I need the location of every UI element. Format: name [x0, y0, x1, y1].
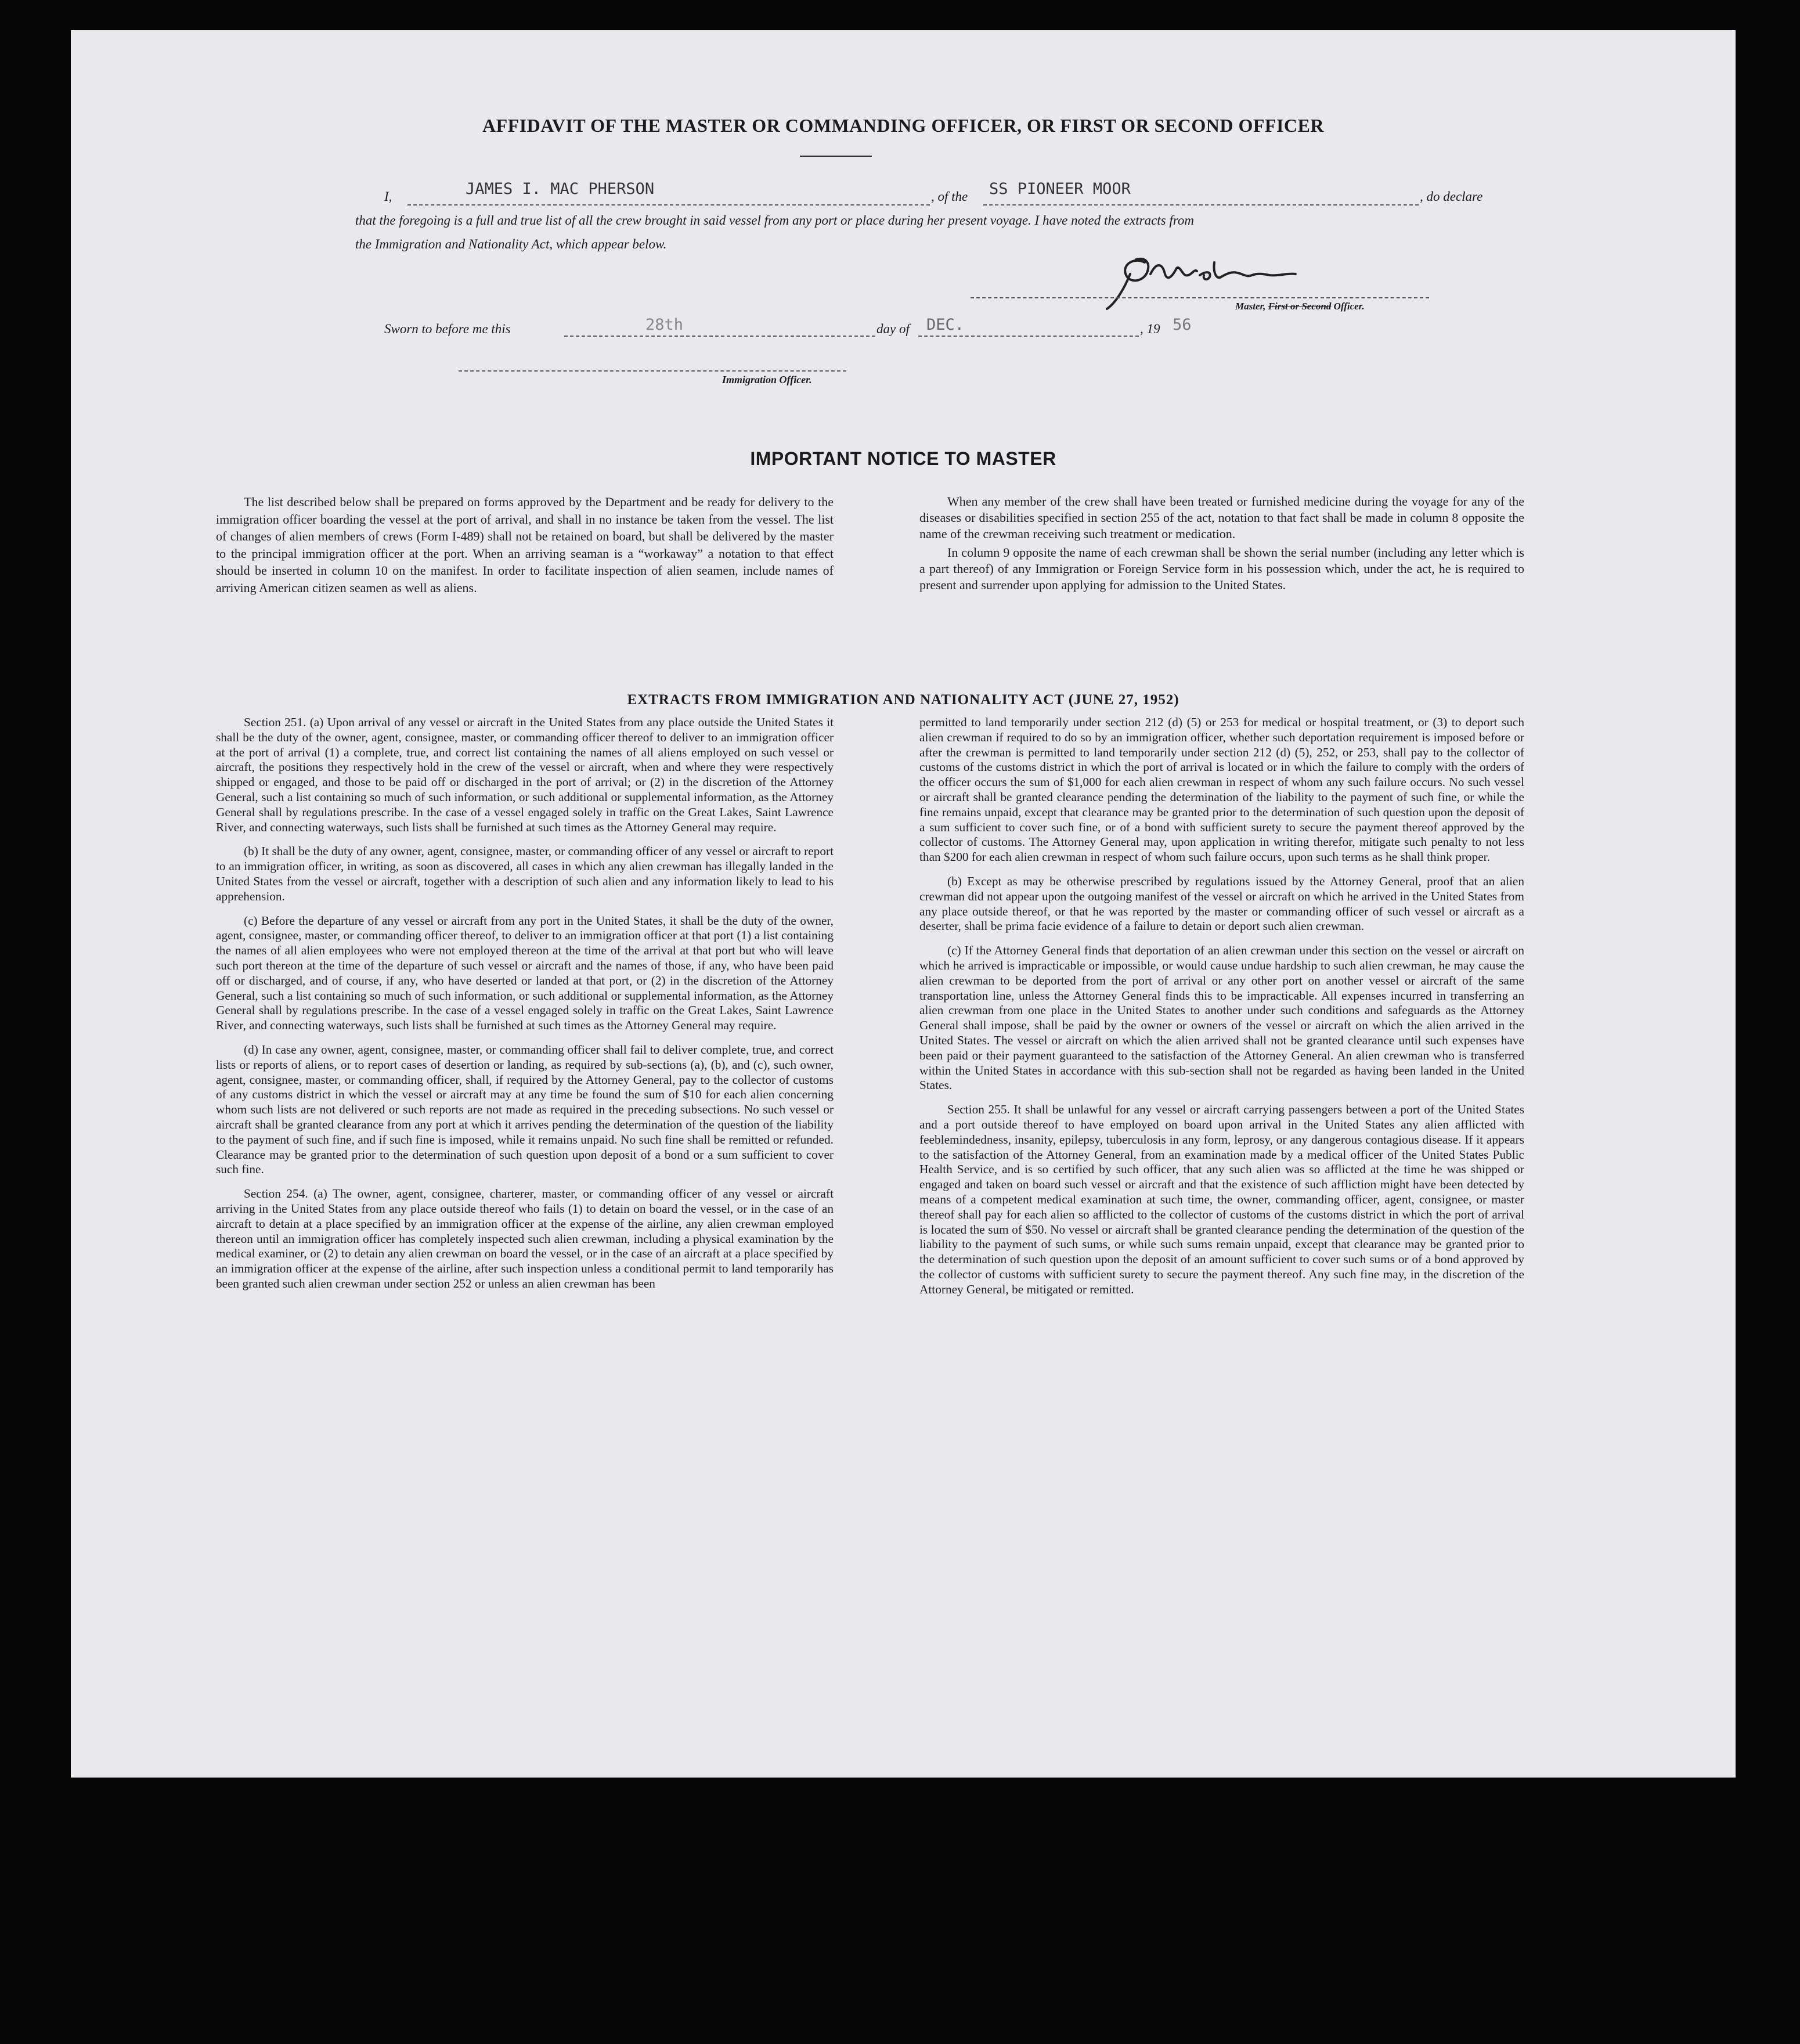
sworn-day: 28th	[645, 316, 684, 334]
signature-title-suffix: Officer.	[1333, 301, 1365, 312]
extracts-left-column	[216, 715, 834, 1301]
master-name-line	[407, 204, 930, 206]
notice-right-column	[919, 493, 1524, 596]
section-251-d: (d) In case any owner, agent, consignee, master, or commanding officer shall fail to deliver complete, true, and correct lists or reports of aliens, or to report cases of desertion or landing, as required by sub-sections (a), (b), and (c), such owner, agent, consignee, master, or commanding officer, shall, if required by the Attorney General, pay to the collector of customs of any customs district in which the vessel or aircraft may at any time be found the sum of $10 for each alien concerning whom such lists are not delivered or such reports are not made as required in the preceding subsections. No such vessel or aircraft shall be granted clearance from any port at which it arrives pending the determination of the question of the liability to the payment of such fine, and if such fine is imposed, while it remains unpaid. No such fine shall be remitted or refunded. Clearance may be granted prior to the determination of such question upon deposit of a bond or a sum sufficient to cover such fine.	[216, 1042, 834, 1177]
sworn-year: 56	[1173, 316, 1192, 334]
vessel-name: SS PIONEER MOOR	[989, 180, 1131, 198]
immigration-officer-line	[459, 370, 846, 372]
section-251-b: (b) It shall be the duty of any owner, agent, consignee, master, or commanding officer of any vessel or aircraft to report to an immigration officer, in writing, as soon as discovered, all cases in which any alien crewman has illegally landed in the United States from the vessel or aircraft, together with a description of such alien and any information likely to lead to his apprehension.	[216, 844, 834, 903]
master-name: JAMES I. MAC PHERSON	[466, 180, 655, 198]
notice-right-paragraph-2: In column 9 opposite the name of each crewman shall be shown the serial number (including any letter which is a part thereof) of any Immigration or Foreign Service form in his possession which, under the act, he is required to present and surrender upon applying for admission to the United States.	[919, 545, 1524, 592]
declaration-line-2: the Immigration and Nationality Act, which appear below.	[355, 237, 667, 251]
section-251-c: (c) Before the departure of any vessel or aircraft from any port in the United States, it shall be the duty of the owner, agent, consignee, master, or commanding officer thereof, to deliver to an immigration officer at that port (1) a list containing the names of all alien employees who were not employed thereon at the time of the arrival at that port but who will leave such port thereon at the time of the departure of such vessel or aircraft and the names of those, if any, who have been paid off or discharged, and of course, if any, who have deserted or landed at that port, or (2) in the discretion of the Attorney General, such a list containing so much of such information, or such additional or supplemental information, as the Attorney General shall by regulations prescribe. In the case of a vessel engaged solely in traffic on the Great Lakes, Saint Lawrence River, and connecting waterways, such lists shall be furnished at such times as the Attorney General may require.	[216, 913, 834, 1033]
section-251-a: Section 251. (a) Upon arrival of any vessel or aircraft in the United States from any place outside the United States it shall be the duty of the owner, agent, consignee, master, or commanding officer thereof to deliver to an immigration officer at the port of arrival (1) a complete, true, and correct list containing the names of all aliens employed on such vessel or aircraft, the positions they respectively hold in the crew of the vessel or aircraft, when and where they were respectively shipped or engaged, and those to be paid off or discharged in the port of arrival; or (2) in the discretion of the Attorney General, such a list containing so much of such information, or such additional or supplemental information, as the Attorney General shall by regulations prescribe. In the case of a vessel engaged solely in traffic on the Great Lakes, Saint Lawrence River, and connecting waterways, such lists shall be furnished at such times as the Attorney General may require.	[216, 715, 834, 834]
title-divider	[800, 156, 872, 157]
immigration-officer-label: Immigration Officer.	[722, 374, 812, 385]
signature-line	[971, 297, 1429, 298]
sworn-month: DEC.	[926, 316, 965, 334]
notice-right-paragraph-1: When any member of the crew shall have been treated or furnished medicine during the voyage for any of the diseases or disabilities specified in section 255 of the act, notation to that fact shall be made in column 8 opposite the name of the crewman receiving such treatment or medication.	[919, 494, 1524, 541]
affidavit-page	[71, 30, 1736, 1778]
section-254-b: (b) Except as may be otherwise prescribed by regulations issued by the Attorney General, proof that an alien crewman did not appear upon the outgoing manifest of the vessel or aircraft on which he arrived in the United States from any place outside thereof, or that he was reported by the master or commanding officer of such vessel or aircraft as a deserter, shall be prima facie evidence of a failure to detain or deport such alien crewman.	[919, 874, 1524, 933]
day-of-label: day of	[876, 322, 910, 336]
signature-title	[1235, 301, 1365, 312]
notice-left-paragraph: The list described below shall be prepared on forms approved by the Department and be ready for delivery to the immigration officer boarding the vessel at the port of arrival, and shall in no instance be taken from the vessel. The list of changes of alien members of crews (Form I-489) shall not be retained on board, but shall be delivered by the master to the principal immigration officer at the port. When an arriving seaman is a “workaway” a notation to that effect should be inserted in column 10 on the manifest. In order to facilitate inspection of alien seamen, include names of arriving American citizen seamen as well as aliens.	[216, 495, 834, 595]
extracts-right-column	[919, 715, 1524, 1306]
of-the-label: , of the	[931, 189, 968, 204]
extracts-title: EXTRACTS FROM IMMIGRATION AND NATIONALITY ACT (JUNE 27, 1952)	[627, 692, 1179, 708]
section-254-c: (c) If the Attorney General finds that deportation of an alien crewman under this section on the vessel or aircraft on which he arrived is impracticable or impossible, or would cause undue hardship to such alien crewman, he may cause the alien crewman to be deported from the port of arrival or any other port on another vessel or aircraft of the same transportation line, unless the Attorney General finds this to be impracticable. All expenses incurred in transferring an alien crewman from one place in the United States to another under such conditions and safeguards as the Attorney General shall impose, shall be paid by the owner or owners of the vessel or aircraft on which the alien arrived in the United States. The vessel or aircraft on which the alien arrived shall not be granted clearance until such expenses have been paid or their payment guaranteed to the satisfaction of the Attorney General. An alien crewman who is transferred within the United States in accordance with this sub-section shall not be regarded as having been landed in the United States.	[919, 943, 1524, 1093]
vessel-name-line	[983, 204, 1419, 206]
notice-title: IMPORTANT NOTICE TO MASTER	[750, 448, 1056, 469]
declaration-line-1: that the foregoing is a full and true list of all the crew brought in said vessel from any port or place during her present voyage. I have noted the extracts from	[355, 213, 1194, 228]
section-254-a-continued: permitted to land temporarily under section 212 (d) (5) or 253 for medical or hospital treatment, or (3) to deport such alien crewman if required to do so by an immigration officer, whether such deportation requirement is imposed before or after the crewman is permitted to land temporarily under section 212 (d) (5), 252, or 253, shall pay to the collector of customs of the customs district in which the port of arrival is located or in which the failure to comply with the orders of the officer occurs the sum of $1,000 for each alien crewman in respect of whom any such failure occurs. No such vessel or aircraft shall be granted clearance pending the determination of the liability to the payment of such fine, or while the fine remains unpaid, except that clearance may be granted prior to the determination of such question upon the deposit of a sum sufficient to cover such fine, or of a bond with sufficient surety to secure the payment thereof approved by the collector of customs. The Attorney General may, upon application in writing therefor, mitigate such penalty to not less than $200 for each alien crewman in respect of whom such failure occurs, upon such terms as he shall think proper.	[919, 715, 1524, 864]
sworn-label: Sworn to before me this	[384, 322, 511, 336]
notice-left-column	[216, 493, 834, 607]
sworn-day-line	[564, 336, 875, 337]
signature-title-prefix: Master,	[1235, 301, 1266, 312]
year-prefix: , 19	[1140, 322, 1160, 336]
do-declare-label: , do declare	[1420, 189, 1483, 204]
section-255: Section 255. It shall be unlawful for any vessel or aircraft carrying passengers between a port of the United States and a port outside thereof to have employed on board upon arrival in the United States any alien afflicted with feeblemindedness, insanity, epilepsy, tuberculosis in any form, leprosy, or any dangerous contagious disease. If it appears to the satisfaction of the Attorney General, from an examination made by a medical officer of the United States Public Health Service, and is so certified by such officer, that any such alien was so afflicted at the time he was shipped or engaged and taken on board such vessel or aircraft and that the existence of such affliction might have been detected by means of a competent medical examination at such time, the owner, commanding officer, agent, consignee, or master thereof shall pay for each alien so afflicted to the collector of customs of the customs district in which the port of arrival is located the sum of $50. No vessel or aircraft shall be granted clearance pending the determination of the question of the liability to the payment of such sums, or while such sums remain unpaid, except that clearance may be granted prior to the determination of such question upon the deposit of an amount sufficient to cover such sums or of a bond approved by the collector of customs with sufficient surety to secure the payment thereof. Any such fine may, in the discretion of the Attorney General, be mitigated or remitted.	[919, 1102, 1524, 1296]
section-254-a: Section 254. (a) The owner, agent, consignee, charterer, master, or commanding officer of any vessel or aircraft arriving in the United States from any place outside thereof who fails (1) to detain on board the vessel, or in the case of an aircraft to detain at a place specified by an immigration officer at the expense of the airline, any alien crewman employed thereon until an immigration officer has completely inspected such alien crewman, including a physical examination by the medical examiner, or (2) to detain any alien crewman on board the vessel, or in the case of an aircraft at a place specified by an immigration officer at the expense of the airline, after such inspection unless a conditional permit to land temporarily has been granted such alien crewman under section 252 or unless an alien crewman has been	[216, 1187, 834, 1290]
i-label: I,	[384, 189, 392, 204]
sworn-month-line	[918, 336, 1139, 337]
signature-title-struck: First or Second	[1268, 301, 1332, 312]
affidavit-title: AFFIDAVIT OF THE MASTER OR COMMANDING OFFICER, OR FIRST OR SECOND OFFICER	[482, 115, 1324, 136]
